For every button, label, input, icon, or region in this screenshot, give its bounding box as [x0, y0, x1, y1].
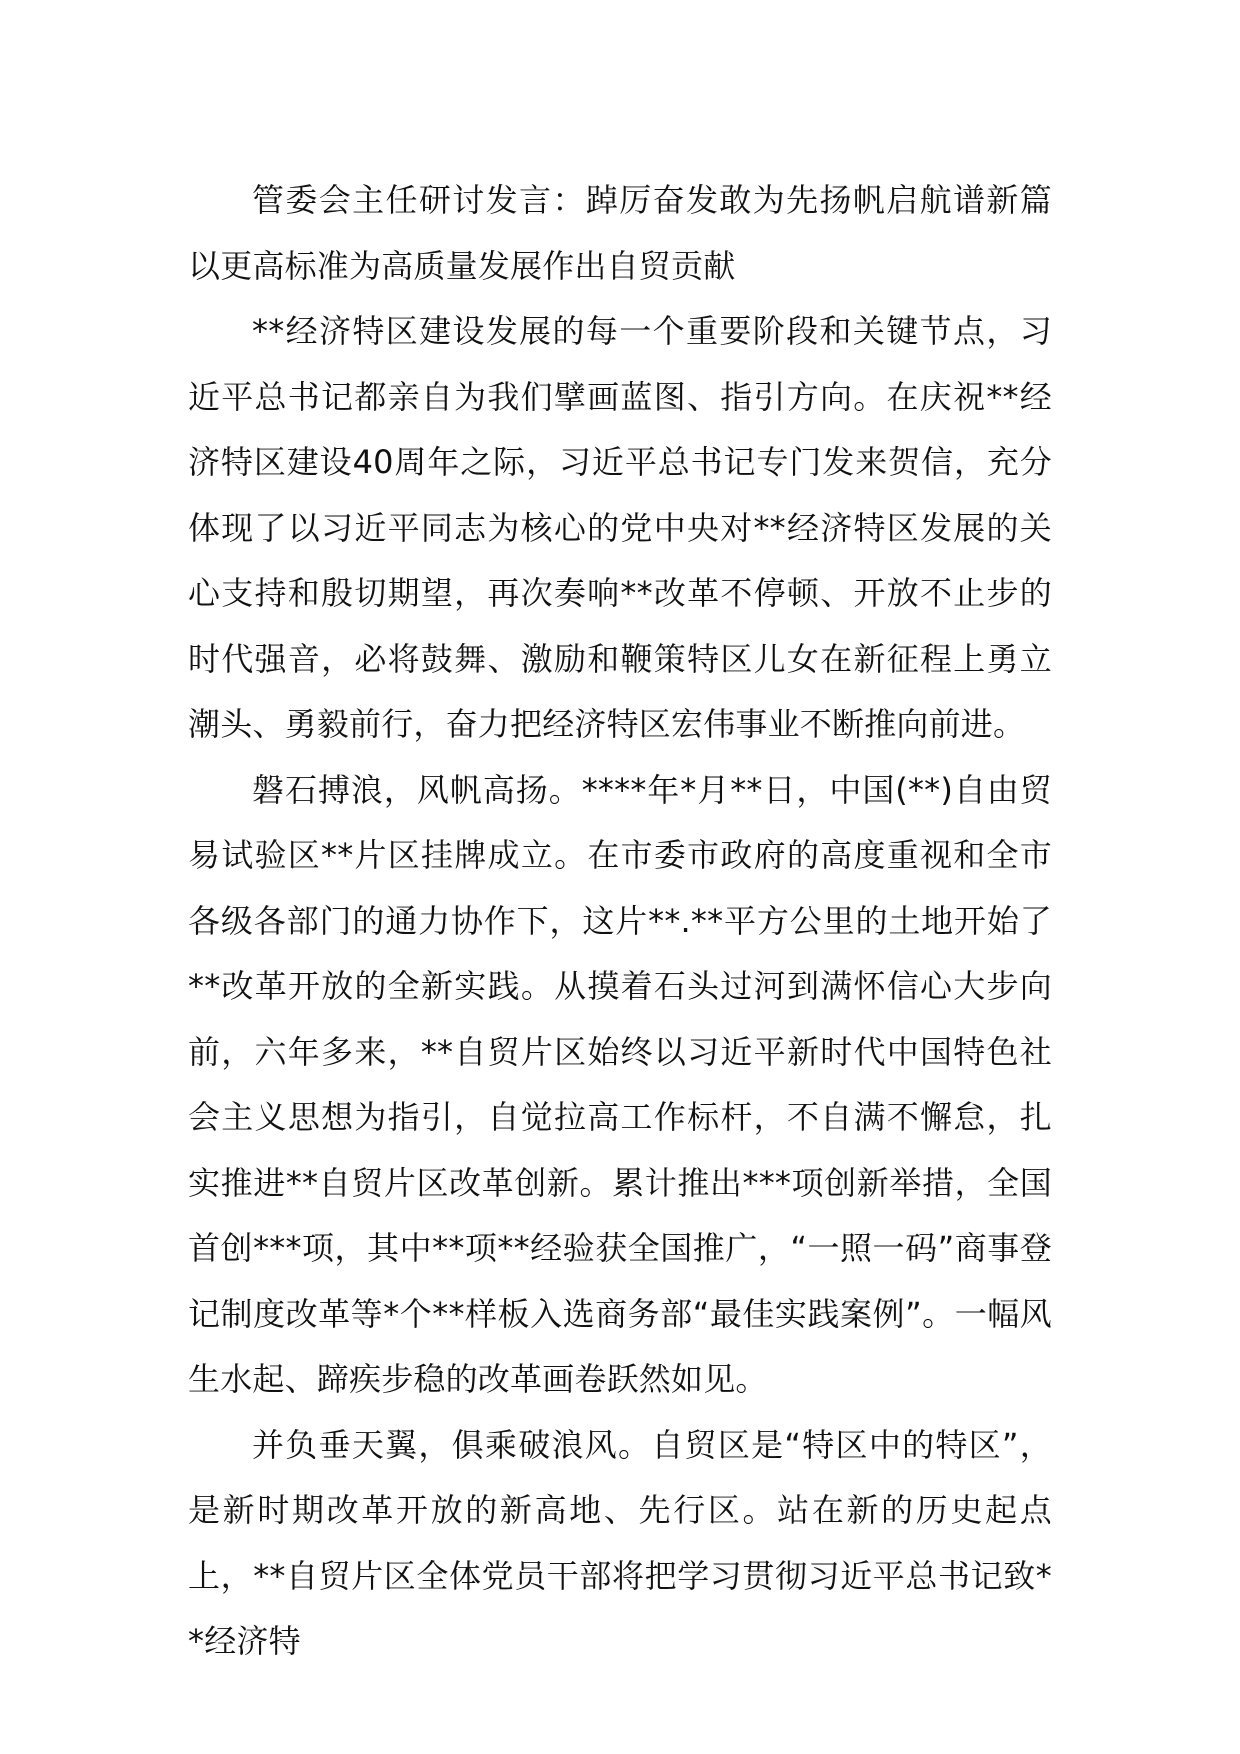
paragraph-1: **经济特区建设发展的每一个重要阶段和关键节点，习近平总书记都亲自为我们擘画蓝图、指引方向。在庆祝**经济特区建设40周年之际，习近平总书记专门发来贺信，充分体现了以习近平同志为核心的党中央对**经济特区发展的关心支持和殷切期望，再次奏响**改革不停顿、开放不止步的时代强音，必将鼓舞、激励和鞭策特区儿女在新征程上勇立潮头、勇毅前行，奋力把经济特区宏伟事业不断推向前进。	[188, 312, 1052, 743]
document-title: 管委会主任研讨发言：踔厉奋发敢为先扬帆启航谱新篇以更高标准为高质量发展作出自贸贡献	[188, 181, 1052, 285]
paragraph-3: 并负垂天翼，俱乘破浪风。自贸区是“特区中的特区”，是新时期改革开放的新高地、先行区。站在新的历史起点上，**自贸片区全体党员干部将把学习贯彻习近平总书记致**经济特	[188, 1425, 1052, 1660]
paragraph-2: 磐石搏浪，风帆高扬。****年*月**日，中国(**)自由贸易试验区**片区挂牌成立。在市委市政府的高度重视和全市各级各部门的通力协作下，这片**.**平方公里的土地开始了**改革开放的全新实践。从摸着石头过河到满怀信心大步向前，六年多来，**自贸片区始终以习近平新时代中国特色社会主义思想为指引，自觉拉高工作标杆，不自满不懈怠，扎实推进**自贸片区改革创新。累计推出***项创新举措，全国首创***项，其中**项**经验获全国推广，“一照一码”商事登记制度改革等*个**样板入选商务部“最佳实践案例”。一幅风生水起、蹄疾步稳的改革画卷跃然如见。	[188, 770, 1052, 1398]
document-body	[188, 168, 1052, 1675]
